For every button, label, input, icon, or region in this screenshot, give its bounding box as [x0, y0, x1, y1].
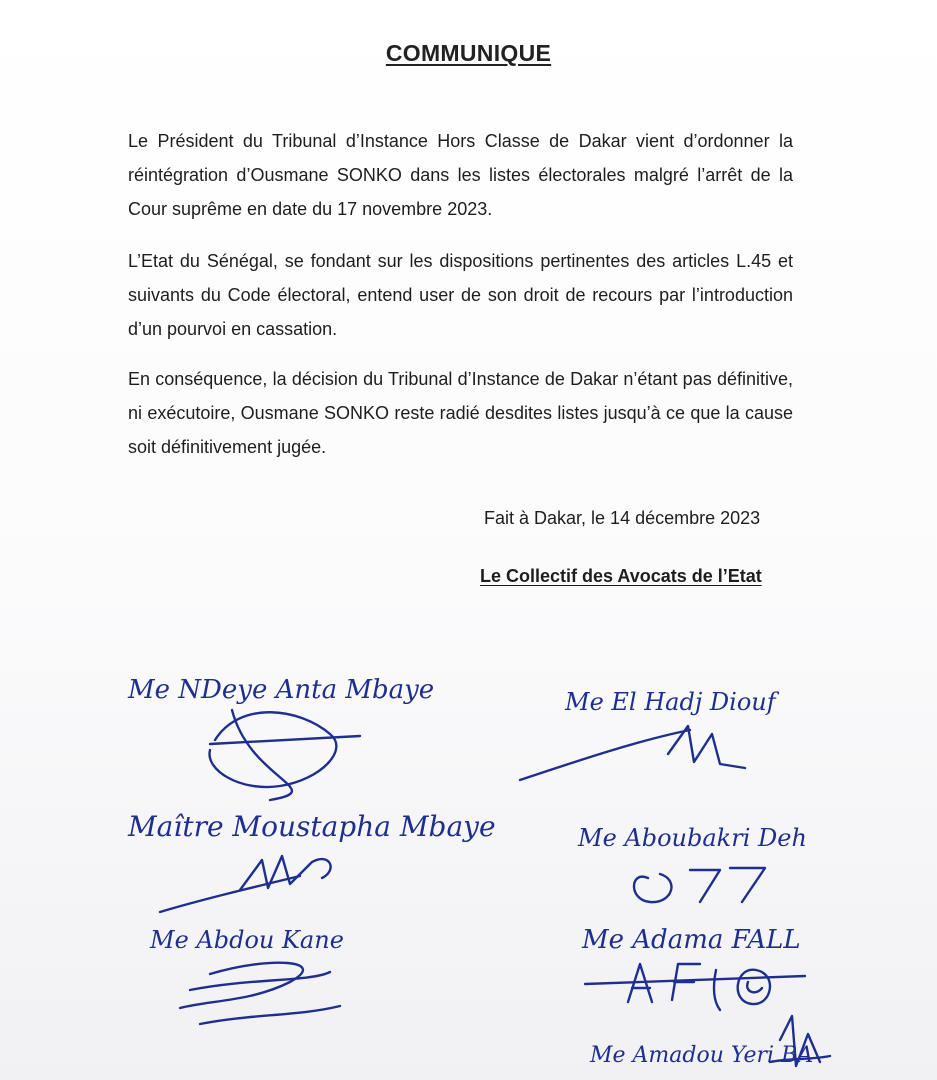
- signature-name-ndeye-anta-mbaye: Me NDeye Anta Mbaye: [128, 675, 435, 705]
- paragraph-3: En conséquence, la décision du Tribunal d’Instance de Dakar n’étant pas définitive, ni exécutoire, Ousmane SONKO reste radié desdites listes jusqu’à ce que la cause soit définitivement jugée.: [128, 369, 793, 457]
- signature-mark-1: [210, 710, 360, 800]
- signatory-heading: Le Collectif des Avocats de l’Etat: [480, 566, 762, 586]
- signature-mark-3: [160, 856, 331, 912]
- signature-mark-4: [634, 868, 765, 902]
- paragraph-1: Le Président du Tribunal d’Instance Hors Classe de Dakar vient d’ordonner la réintégration d’Ousmane SONKO dans les listes électorales malgré l’arrêt de la Cour suprême en date du 17 novembre 2023.: [128, 131, 793, 219]
- signature-mark-5: [180, 963, 340, 1024]
- signatures-svg: [0, 630, 937, 1080]
- signature-name-el-hadj-diouf: Me El Hadj Diouf: [565, 688, 776, 716]
- signature-name-adama-fall: Me Adama FALL: [582, 925, 801, 955]
- signature-block: [0, 630, 937, 1080]
- signature-mark-6: [585, 964, 805, 1010]
- paragraph-2: L’Etat du Sénégal, se fondant sur les dispositions pertinentes des articles L.45 et suivants du Code électoral, entend user de son droit de recours par l’introduction d’un pourvoi en cassation.: [128, 251, 793, 339]
- signature-name-aboubakri-deh: Me Aboubakri Deh: [578, 824, 807, 852]
- signature-name-amadou-yeri-ba: Me Amadou Yeri BA: [590, 1043, 814, 1068]
- document-title: COMMUNIQUE: [385, 40, 552, 66]
- place-and-date: Fait à Dakar, le 14 décembre 2023: [484, 508, 761, 528]
- signature-name-moustapha-mbaye: Maître Moustapha Mbaye: [128, 810, 496, 843]
- signature-mark-2: [520, 726, 745, 780]
- signature-name-abdou-kane: Me Abdou Kane: [150, 926, 344, 954]
